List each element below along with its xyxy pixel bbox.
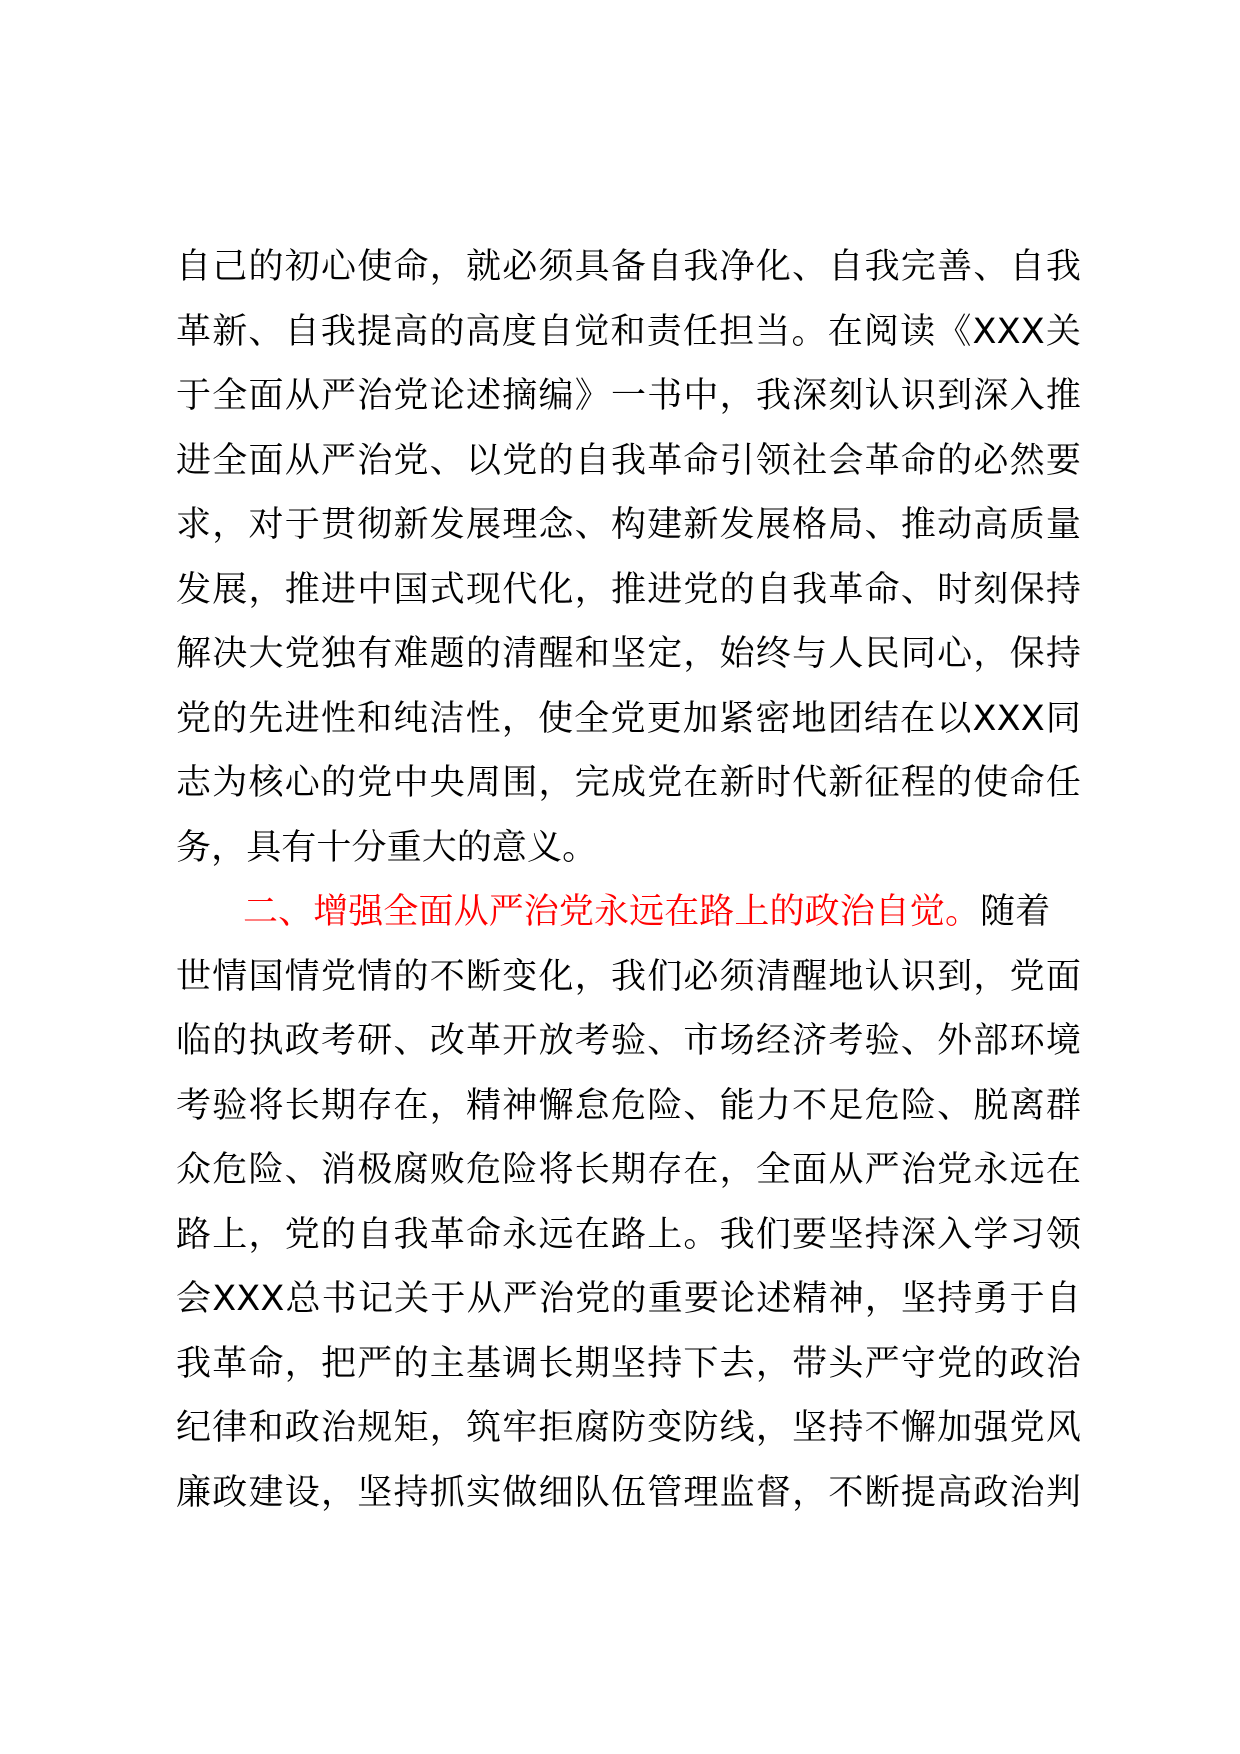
body-line: 志为核心的党中央周围，完成党在新时代新征程的使命任 [176, 763, 1081, 803]
body-line: 众危险、消极腐败危险将长期存在，全面从严治党永远在 [176, 1150, 1081, 1190]
body-line: 解决大党独有难题的清醒和坚定，始终与人民同心，保持 [176, 634, 1081, 674]
body-line: 纪律和政治规矩，筑牢拒腐防变防线，坚持不懈加强党风 [176, 1408, 1081, 1448]
body-line: 世情国情党情的不断变化，我们必须清醒地认识到，党面 [176, 956, 1081, 997]
body-line: 路上，党的自我革命永远在路上。我们要坚持深入学习领 [176, 1214, 1081, 1255]
section-heading-tail: 随着 [980, 892, 1051, 932]
section-heading: 二、增强全面从严治党永远在路上的政治自觉。 [243, 892, 981, 932]
body-line: 求，对于贯彻新发展理念、构建新发展格局、推动高质量 [176, 505, 1081, 545]
body-line: 我革命，把严的主基调长期坚持下去，带头严守党的政治 [176, 1343, 1081, 1384]
body-line-last: 务，具有十分重大的意义。 [176, 827, 598, 868]
body-line: 考验将长期存在，精神懈怠危险、能力不足危险、脱离群 [176, 1085, 1081, 1126]
body-line: 革新、自我提高的高度自觉和责任担当。在阅读《XXX关 [176, 311, 1081, 352]
body-line: 会XXX总书记关于从严治党的重要论述精神，坚持勇于自 [176, 1279, 1081, 1319]
body-line: 自己的初心使命，就必须具备自我净化、自我完善、自我 [176, 247, 1081, 287]
body-line: 临的执政考研、改革开放考验、市场经济考验、外部环境 [176, 1021, 1081, 1061]
body-line: 进全面从严治党、以党的自我革命引领社会革命的必然要 [176, 440, 1081, 481]
body-line: 于全面从严治党论述摘编》一书中，我深刻认识到深入推 [176, 376, 1081, 416]
section-heading-line [176, 880, 1081, 945]
document-body [176, 235, 1081, 1525]
body-line: 廉政建设，坚持抓实做细队伍管理监督，不断提高政治判 [176, 1472, 1081, 1513]
body-line: 党的先进性和纯洁性，使全党更加紧密地团结在以XXX同 [176, 698, 1081, 739]
body-line: 发展，推进中国式现代化，推进党的自我革命、时刻保持 [176, 569, 1081, 610]
